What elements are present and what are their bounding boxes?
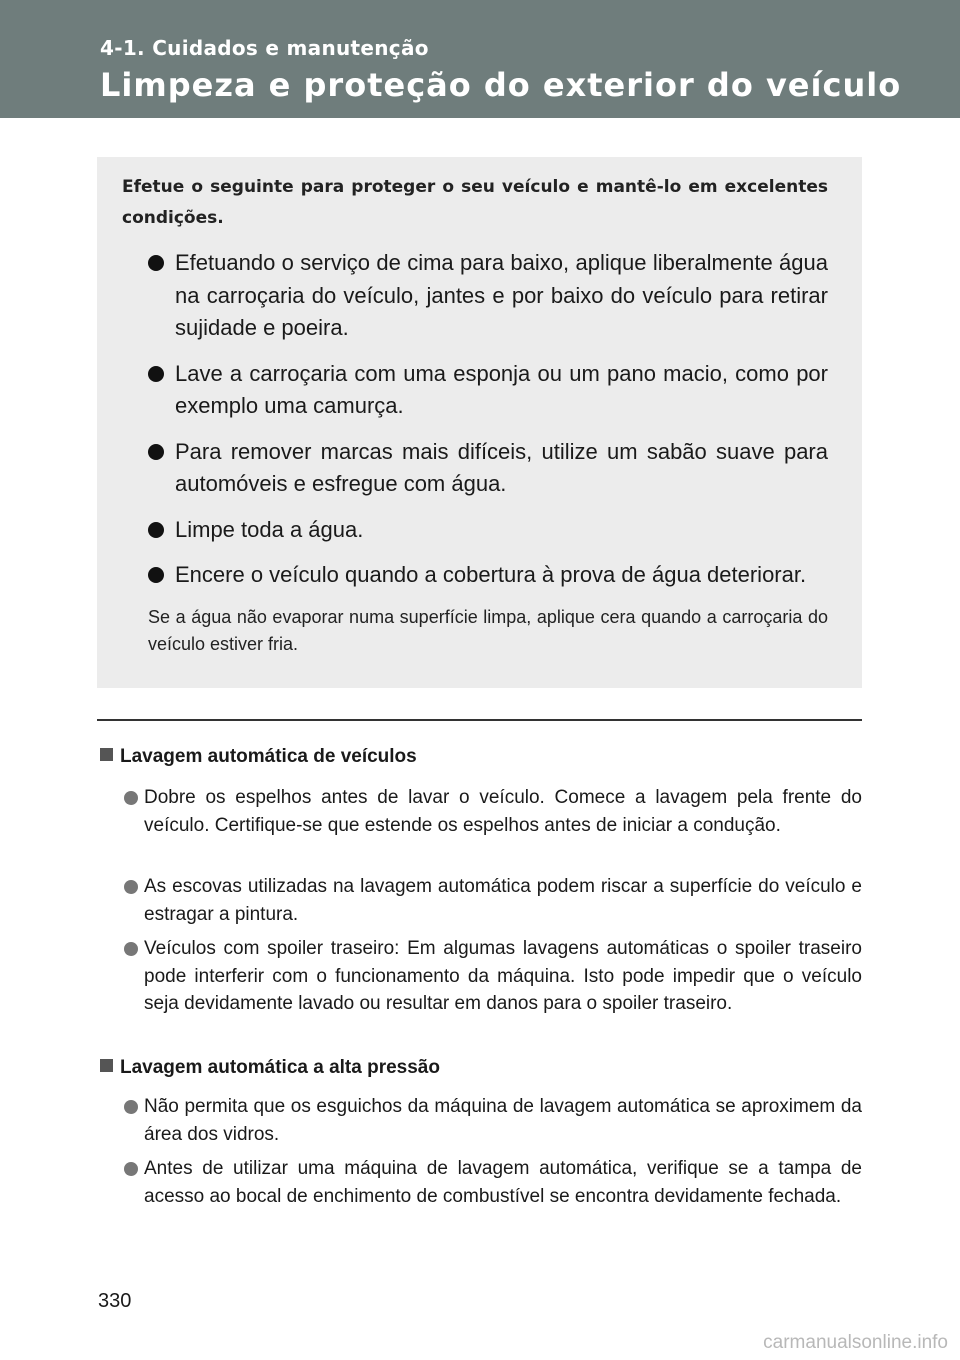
list-item-text: Dobre os espelhos antes de lavar o veículo. Comece a lavagem pela frente do veículo. Certifique-se que estende os espelhos antes de iniciar a condução. [144, 787, 862, 836]
bullet-icon [124, 1162, 138, 1176]
chapter-header [0, 0, 960, 118]
list-item-text: Antes de utilizar uma máquina de lavagem automática, verifique se a tampa de acesso ao bocal de enchimento de combustível se encontra devidamente fechada. [144, 1158, 862, 1207]
bullet-icon [148, 366, 164, 382]
list-item [122, 1093, 862, 1148]
list-item-text: Não permita que os esguichos da máquina de lavagem automática se aproximem da área dos vidros. [144, 1096, 862, 1145]
bullet-icon [124, 942, 138, 956]
bullet-icon [124, 880, 138, 894]
intro-list-item [148, 247, 828, 345]
intro-list-item [148, 559, 828, 592]
watermark: carmanualsonline.info [763, 1332, 948, 1353]
subsection-heading-text: Lavagem automática de veículos [120, 746, 417, 767]
intro-item-text: Limpe toda a água. [175, 516, 364, 542]
intro-item-text: Encere o veículo quando a cobertura à prova de água deteriorar. [175, 562, 807, 587]
subsection-heading-automatic-wash [100, 746, 417, 768]
bullet-icon [148, 522, 164, 538]
square-bullet-icon [100, 1059, 113, 1072]
list-item-text: Veículos com spoiler traseiro: Em algumas lavagens automáticas o spoiler traseiro pode interferir com o funcionamento da máquina. Isto pode impedir que o veículo seja devidamente lavado ou resultar em danos para o spoiler traseiro. [144, 938, 862, 1014]
page-title: Limpeza e proteção do exterior do veículo [100, 66, 902, 104]
section-label: 4-1. Cuidados e manutenção [100, 36, 429, 60]
list-item [122, 935, 862, 1018]
square-bullet-icon [100, 748, 113, 761]
list-item [122, 1155, 862, 1210]
intro-list-item [148, 514, 828, 547]
intro-list-item [148, 358, 828, 423]
list-item [122, 784, 862, 839]
intro-list [148, 247, 828, 605]
intro-lead: Efetue o seguinte para proteger o seu veículo e mantê-lo em excelentes condições. [122, 177, 828, 228]
intro-note: Se a água não evaporar numa superfície limpa, aplique cera quando a carroçaria do veículo estiver fria. [148, 607, 828, 654]
bullet-icon [124, 1100, 138, 1114]
page-number: 330 [98, 1290, 132, 1312]
subsection-heading-high-pressure-wash [100, 1057, 440, 1079]
bullet-icon [148, 255, 164, 271]
subsection-heading-text: Lavagem automática a alta pressão [120, 1057, 440, 1078]
intro-list-item [148, 436, 828, 501]
section-divider [97, 719, 862, 721]
bullet-icon [148, 444, 164, 460]
bullet-icon [148, 567, 164, 583]
list-item-text: As escovas utilizadas na lavagem automática podem riscar a superfície do veículo e estragar a pintura. [144, 876, 862, 925]
intro-item-text: Lave a carroçaria com uma esponja ou um pano macio, como por exemplo uma camurça. [175, 360, 828, 418]
bullet-icon [124, 791, 138, 805]
list-item [122, 873, 862, 928]
intro-item-text: Efetuando o serviço de cima para baixo, aplique liberalmente água na carroçaria do veículo, jantes e por baixo do veículo para retirar sujidade e poeira. [175, 250, 828, 340]
intro-item-text: Para remover marcas mais difíceis, utilize um sabão suave para automóveis e esfregue com água. [175, 438, 828, 496]
